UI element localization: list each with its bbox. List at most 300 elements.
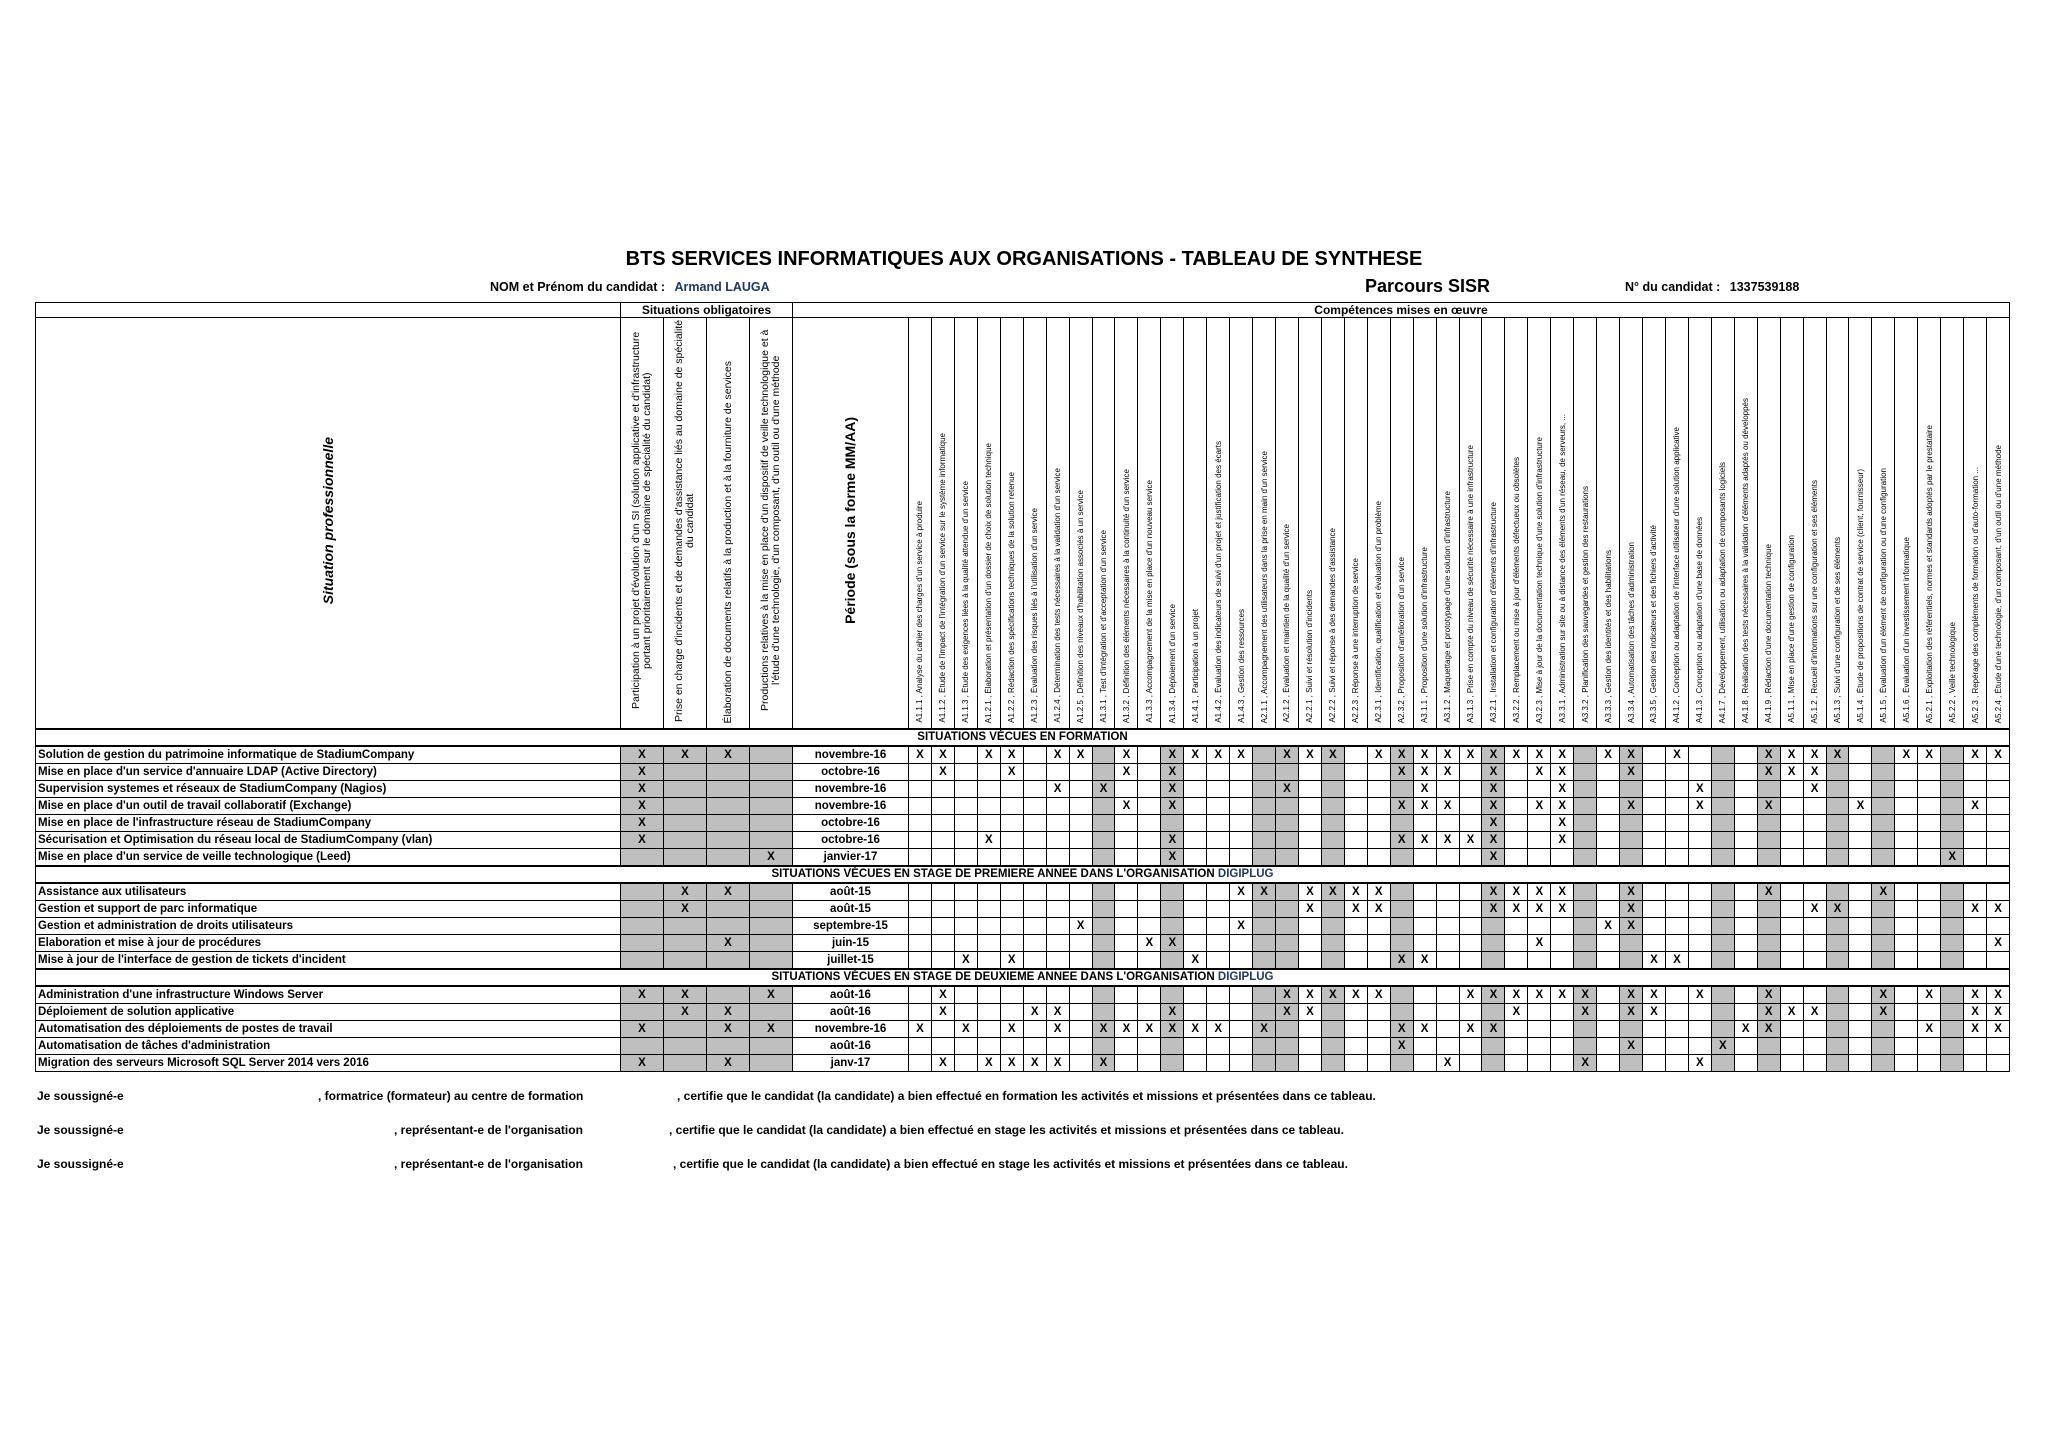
competence-cell <box>1207 798 1230 815</box>
competence-cell <box>1803 883 1826 901</box>
competence-cell <box>1138 1004 1161 1021</box>
competence-cell <box>954 746 977 764</box>
competence-cell <box>1161 883 1184 901</box>
competence-cell <box>977 798 1000 815</box>
competence-cell <box>1207 986 1230 1004</box>
competence-cell <box>1046 764 1069 781</box>
synthesis-table <box>35 302 2010 1072</box>
competence-cell <box>1344 849 1367 867</box>
competence-cell <box>1161 1055 1184 1072</box>
competence-cell <box>1276 764 1299 781</box>
competence-header <box>1872 318 1895 730</box>
competence-cell: X <box>1092 1055 1115 1072</box>
obligatoire-cell: X <box>707 1004 750 1021</box>
competence-cell: X <box>1688 781 1711 798</box>
competence-header <box>1895 318 1918 730</box>
competence-cell: X <box>1665 746 1688 764</box>
competence-cell: X <box>1321 883 1344 901</box>
period-cell: septembre-15 <box>793 918 909 935</box>
period-cell: août-16 <box>793 986 909 1004</box>
competence-cell <box>1230 952 1253 970</box>
competence-cell <box>1643 798 1666 815</box>
competence-cell: X <box>977 832 1000 849</box>
competence-cell: X <box>1574 1004 1597 1021</box>
competence-cell <box>1253 849 1276 867</box>
competence-cell <box>1551 918 1574 935</box>
competence-cell <box>1344 764 1367 781</box>
competence-cell: X <box>1459 1021 1482 1038</box>
competence-header <box>1574 318 1597 730</box>
competence-cell <box>1046 798 1069 815</box>
competence-cell <box>1757 832 1780 849</box>
competence-cell: X <box>1780 1004 1803 1021</box>
competence-cell <box>1298 1021 1321 1038</box>
competence-cell <box>1069 883 1092 901</box>
competence-cell <box>1849 935 1872 952</box>
competence-cell <box>1207 901 1230 918</box>
competence-label: A1.4.3 , Gestion des ressources <box>1236 609 1246 723</box>
competence-cell: X <box>1482 1021 1505 1038</box>
competence-cell <box>1987 781 2010 798</box>
signature-line-2 <box>37 1123 1344 1137</box>
obligatoire-cell: X <box>707 1021 750 1038</box>
competence-cell <box>1711 1004 1734 1021</box>
competence-header <box>1459 318 1482 730</box>
competence-label: A5.2.3 , Repérage des compléments de formation ou d'auto-formation ... <box>1970 466 1980 723</box>
competence-cell <box>1161 901 1184 918</box>
competence-cell <box>1872 746 1895 764</box>
competence-cell <box>954 764 977 781</box>
competence-header <box>1665 318 1688 730</box>
competence-label: A2.2.2 , Suivi et réponse à des demandes d'assistance <box>1328 528 1338 723</box>
competence-cell <box>1688 764 1711 781</box>
competence-cell <box>1711 1021 1734 1038</box>
situation-label: Mise en place d'un service d'annuaire LDAP (Active Directory) <box>36 764 621 781</box>
competence-cell: X <box>1528 986 1551 1004</box>
competence-cell: X <box>1757 1021 1780 1038</box>
competence-cell <box>1298 1038 1321 1055</box>
section-title-text: SITUATIONS VÉCUES EN FORMATION <box>917 731 1128 743</box>
section-title-text: SITUATIONS VÉCUES EN STAGE DE DEUXIEME ANNEE DANS L'ORGANISATION <box>771 971 1218 983</box>
competence-cell: X <box>1734 1021 1757 1038</box>
competence-cell <box>1964 849 1987 867</box>
obligatoire-cell <box>707 832 750 849</box>
competence-cell <box>1872 1021 1895 1038</box>
competence-cell <box>1184 901 1207 918</box>
table-row <box>36 746 2010 764</box>
competences-header: Compétences mises en œuvre <box>793 303 2010 318</box>
table-row <box>36 815 2010 832</box>
competence-cell: X <box>1413 832 1436 849</box>
competence-cell <box>1849 918 1872 935</box>
competence-cell <box>909 849 932 867</box>
competence-cell <box>1688 1021 1711 1038</box>
obligatoire-cell: X <box>707 935 750 952</box>
competence-cell <box>1321 815 1344 832</box>
competence-cell <box>1918 918 1941 935</box>
table-row <box>36 798 2010 815</box>
competence-cell <box>1413 918 1436 935</box>
candidate-number-label: N° du candidat : <box>1625 280 1721 294</box>
competence-cell: X <box>1184 952 1207 970</box>
competence-cell <box>1711 832 1734 849</box>
competence-cell <box>1895 1021 1918 1038</box>
competence-cell <box>1505 935 1528 952</box>
competence-label: A1.2.2 , Rédaction des spécifications techniques de la solution retenue <box>1007 472 1017 723</box>
obligatoire-header <box>707 318 750 730</box>
competence-cell <box>1138 781 1161 798</box>
competence-cell: X <box>1551 798 1574 815</box>
competence-cell <box>909 918 932 935</box>
competence-header <box>1528 318 1551 730</box>
situation-label: Solution de gestion du patrimoine informatique de StadiumCompany <box>36 746 621 764</box>
competence-cell <box>1505 918 1528 935</box>
competence-cell <box>1643 1038 1666 1055</box>
obligatoire-cell: X <box>707 746 750 764</box>
competence-cell <box>1734 832 1757 849</box>
table-row <box>36 1021 2010 1038</box>
competence-cell <box>1138 901 1161 918</box>
obligatoire-cell <box>621 883 664 901</box>
competence-cell <box>1734 781 1757 798</box>
competence-cell: X <box>977 1055 1000 1072</box>
competence-cell <box>1597 1021 1620 1038</box>
competence-cell <box>1367 918 1390 935</box>
competence-cell <box>1780 883 1803 901</box>
competence-cell <box>1161 952 1184 970</box>
competence-cell: X <box>1872 1004 1895 1021</box>
situations-obligatoires-header: Situations obligatoires <box>621 303 793 318</box>
competence-header <box>1321 318 1344 730</box>
competence-header <box>1826 318 1849 730</box>
competence-cell <box>1253 901 1276 918</box>
table-row <box>36 901 2010 918</box>
competence-cell <box>1688 1004 1711 1021</box>
competence-cell: X <box>1803 746 1826 764</box>
competence-cell <box>954 901 977 918</box>
competence-cell <box>1895 832 1918 849</box>
competence-cell <box>1436 935 1459 952</box>
competence-label: A4.1.3 , Conception ou adaptation d'une base de données <box>1695 516 1705 723</box>
competence-cell <box>1184 935 1207 952</box>
competence-cell <box>909 935 932 952</box>
competence-cell: X <box>1780 746 1803 764</box>
competence-cell: X <box>1459 746 1482 764</box>
competence-cell <box>931 935 954 952</box>
competence-cell: X <box>1253 883 1276 901</box>
competence-cell: X <box>1964 746 1987 764</box>
competence-cell: X <box>954 1021 977 1038</box>
competence-cell: X <box>1459 832 1482 849</box>
competence-cell <box>1253 1038 1276 1055</box>
period-cell: novembre-16 <box>793 1021 909 1038</box>
competence-cell <box>1597 986 1620 1004</box>
competence-cell <box>1826 798 1849 815</box>
competence-cell: X <box>1597 746 1620 764</box>
competence-cell <box>1665 832 1688 849</box>
competence-cell: X <box>1551 901 1574 918</box>
competence-cell <box>1528 952 1551 970</box>
competence-cell <box>1803 1055 1826 1072</box>
competence-header <box>1207 318 1230 730</box>
competence-cell <box>1528 1055 1551 1072</box>
competence-cell: X <box>1574 1055 1597 1072</box>
competence-cell <box>1436 1038 1459 1055</box>
competence-cell <box>1046 952 1069 970</box>
competence-cell <box>1780 1021 1803 1038</box>
competence-cell <box>1092 764 1115 781</box>
competence-cell <box>1115 1055 1138 1072</box>
competence-cell <box>1688 746 1711 764</box>
competence-cell: X <box>1023 1004 1046 1021</box>
competence-cell <box>1276 815 1299 832</box>
competence-cell <box>1115 781 1138 798</box>
competence-cell <box>1367 849 1390 867</box>
competence-cell: X <box>1551 986 1574 1004</box>
competence-cell <box>1321 832 1344 849</box>
competence-cell <box>1872 781 1895 798</box>
competence-cell <box>1918 1004 1941 1021</box>
competence-cell <box>954 918 977 935</box>
competence-label: A5.2.1 , Exploitation des référentiels, normes et standards adoptés par le prestataire <box>1924 424 1934 723</box>
competence-cell <box>1734 935 1757 952</box>
competence-cell <box>1895 1038 1918 1055</box>
competence-cell: X <box>1298 883 1321 901</box>
competence-cell <box>1390 849 1413 867</box>
competence-cell <box>1987 798 2010 815</box>
competence-cell <box>1872 815 1895 832</box>
competence-cell <box>1918 901 1941 918</box>
competence-cell: X <box>1069 918 1092 935</box>
competence-cell <box>1230 1038 1253 1055</box>
competence-cell: X <box>1390 1038 1413 1055</box>
competence-cell <box>1092 832 1115 849</box>
competence-cell <box>1734 798 1757 815</box>
candidate-name: Armand LAUGA <box>674 280 770 294</box>
competence-cell <box>1138 764 1161 781</box>
competence-label: A5.1.4 , Étude de propositions de contrat de service (client, fournisseur) <box>1855 469 1865 723</box>
competence-cell <box>1459 901 1482 918</box>
competence-cell: X <box>1413 798 1436 815</box>
competence-cell <box>1115 883 1138 901</box>
competence-cell: X <box>1276 1004 1299 1021</box>
competence-cell <box>1367 815 1390 832</box>
obligatoire-cell <box>664 849 707 867</box>
competence-cell <box>1849 849 1872 867</box>
situation-label: Administration d'une infrastructure Windows Server <box>36 986 621 1004</box>
competence-cell <box>1551 1004 1574 1021</box>
competence-header <box>1482 318 1505 730</box>
competence-cell <box>1184 832 1207 849</box>
competence-cell <box>1711 952 1734 970</box>
competence-cell: X <box>1482 901 1505 918</box>
competence-cell: X <box>1253 1021 1276 1038</box>
competence-cell: X <box>1344 883 1367 901</box>
competence-cell: X <box>1115 746 1138 764</box>
competence-cell <box>1230 1021 1253 1038</box>
competence-cell <box>1069 832 1092 849</box>
situation-label: Déploiement de solution applicative <box>36 1004 621 1021</box>
competence-cell <box>1207 781 1230 798</box>
competence-cell: X <box>1046 781 1069 798</box>
competence-cell <box>1757 935 1780 952</box>
competence-header <box>1620 318 1643 730</box>
competence-cell <box>1367 764 1390 781</box>
competence-cell <box>1413 901 1436 918</box>
competence-cell: X <box>1757 883 1780 901</box>
competence-cell <box>1849 986 1872 1004</box>
signature-3-a: Je soussigné-e <box>37 1157 124 1171</box>
competence-header <box>1184 318 1207 730</box>
competence-cell <box>1069 849 1092 867</box>
competence-cell <box>1849 1038 1872 1055</box>
competence-cell <box>1597 901 1620 918</box>
competence-label: A2.2.3 , Réponse à une interruption de service <box>1351 558 1361 723</box>
competence-cell <box>1298 952 1321 970</box>
competence-cell: X <box>931 764 954 781</box>
competence-cell <box>1551 952 1574 970</box>
competence-cell: X <box>1482 815 1505 832</box>
competence-cell <box>1597 1004 1620 1021</box>
competence-cell <box>1688 883 1711 901</box>
competence-cell <box>1184 764 1207 781</box>
competence-cell <box>1780 1038 1803 1055</box>
competence-cell <box>909 1004 932 1021</box>
competence-cell: X <box>1115 764 1138 781</box>
obligatoire-cell: X <box>621 1055 664 1072</box>
competence-cell <box>1780 781 1803 798</box>
competence-cell <box>1734 849 1757 867</box>
competence-cell <box>1413 1055 1436 1072</box>
competence-cell <box>1115 901 1138 918</box>
period-cell: octobre-16 <box>793 815 909 832</box>
competence-cell <box>1964 935 1987 952</box>
competence-cell <box>1253 935 1276 952</box>
competence-cell: X <box>1161 849 1184 867</box>
competence-cell <box>1551 1021 1574 1038</box>
competence-cell <box>1298 815 1321 832</box>
competence-cell <box>1046 986 1069 1004</box>
competence-cell <box>1023 746 1046 764</box>
competence-cell <box>1780 1055 1803 1072</box>
competence-label: A1.1.3 , Étude des exigences liées à la qualité attendue d'un service <box>961 481 971 723</box>
competence-cell <box>1711 986 1734 1004</box>
competence-cell <box>1987 952 2010 970</box>
competence-cell <box>1207 815 1230 832</box>
competence-cell <box>1138 815 1161 832</box>
competence-cell <box>1344 1038 1367 1055</box>
competence-cell <box>1046 918 1069 935</box>
signature-2-c: , certifie que le candidat (la candidate) a bien effectué en stage les activités et missions et présentées dans ce tableau. <box>669 1123 1344 1137</box>
competence-cell <box>1734 1004 1757 1021</box>
period-cell: novembre-16 <box>793 798 909 815</box>
competence-cell <box>1321 1004 1344 1021</box>
obligatoire-cell <box>664 918 707 935</box>
obligatoire-cell <box>707 764 750 781</box>
competence-cell: X <box>1298 901 1321 918</box>
competence-cell <box>1023 798 1046 815</box>
table-row <box>36 781 2010 798</box>
competence-cell <box>1574 935 1597 952</box>
competence-cell <box>931 883 954 901</box>
competence-cell <box>1872 798 1895 815</box>
competence-cell <box>1528 1004 1551 1021</box>
competence-cell: X <box>1620 798 1643 815</box>
competence-cell <box>1253 1004 1276 1021</box>
competence-cell: X <box>1757 986 1780 1004</box>
obligatoire-cell <box>621 1038 664 1055</box>
competence-cell: X <box>1551 883 1574 901</box>
competence-cell <box>1298 1055 1321 1072</box>
competence-cell: X <box>1505 986 1528 1004</box>
obligatoire-cell: X <box>621 832 664 849</box>
competence-cell <box>1895 798 1918 815</box>
obligatoire-cell <box>750 832 793 849</box>
competence-cell <box>1643 746 1666 764</box>
section-title <box>36 866 2010 883</box>
competence-cell <box>1459 798 1482 815</box>
competence-cell <box>1574 1038 1597 1055</box>
competence-cell <box>1964 815 1987 832</box>
obligatoire-label: Prise en charge d'incidents et de demandes d'assistance liés au domaine de spécialité du candidat <box>673 319 696 722</box>
competence-cell <box>1253 781 1276 798</box>
competence-cell <box>1344 1021 1367 1038</box>
competence-cell: X <box>1551 832 1574 849</box>
competence-cell: X <box>1528 798 1551 815</box>
situation-label: Gestion et support de parc informatique <box>36 901 621 918</box>
obligatoire-cell: X <box>750 849 793 867</box>
competence-cell <box>1849 764 1872 781</box>
competence-label: A3.3.4 , Automatisation des tâches d'administration <box>1626 541 1636 723</box>
competence-cell <box>1207 918 1230 935</box>
competence-cell: X <box>1436 798 1459 815</box>
competence-cell: X <box>1528 901 1551 918</box>
competence-cell <box>977 952 1000 970</box>
competence-cell: X <box>1138 1021 1161 1038</box>
blank-header <box>36 303 621 318</box>
competence-label: A5.1.3 , Suivi d'une configuration et de ses éléments <box>1832 536 1842 723</box>
competence-cell: X <box>1230 918 1253 935</box>
competence-cell: X <box>1964 901 1987 918</box>
competence-cell: X <box>1826 746 1849 764</box>
competence-cell <box>1436 849 1459 867</box>
competence-cell <box>1872 901 1895 918</box>
competence-cell <box>1069 798 1092 815</box>
competence-cell <box>1459 764 1482 781</box>
competence-cell <box>1207 1038 1230 1055</box>
competence-cell: X <box>1620 918 1643 935</box>
competence-cell <box>1734 746 1757 764</box>
competence-cell <box>977 1004 1000 1021</box>
competence-cell <box>1321 764 1344 781</box>
competence-cell <box>1895 849 1918 867</box>
competence-cell <box>909 986 932 1004</box>
situation-label: Automatisation des déploiements de postes de travail <box>36 1021 621 1038</box>
competence-cell: X <box>1987 1021 2010 1038</box>
competence-header <box>1597 318 1620 730</box>
competence-cell <box>1069 764 1092 781</box>
competence-cell <box>1321 1021 1344 1038</box>
competence-cell <box>1046 883 1069 901</box>
competence-cell: X <box>1276 986 1299 1004</box>
competence-cell <box>1964 764 1987 781</box>
competence-cell <box>1574 849 1597 867</box>
competence-cell <box>1069 901 1092 918</box>
competence-cell <box>1367 1038 1390 1055</box>
obligatoire-label: Productions relatives à la mise en place d'un dispositif de veille technologique et à l'étude d'une technologie, d'un composant, d'un outil ou d'une méthode <box>759 329 782 712</box>
competence-cell <box>1436 1004 1459 1021</box>
competence-cell <box>1803 952 1826 970</box>
